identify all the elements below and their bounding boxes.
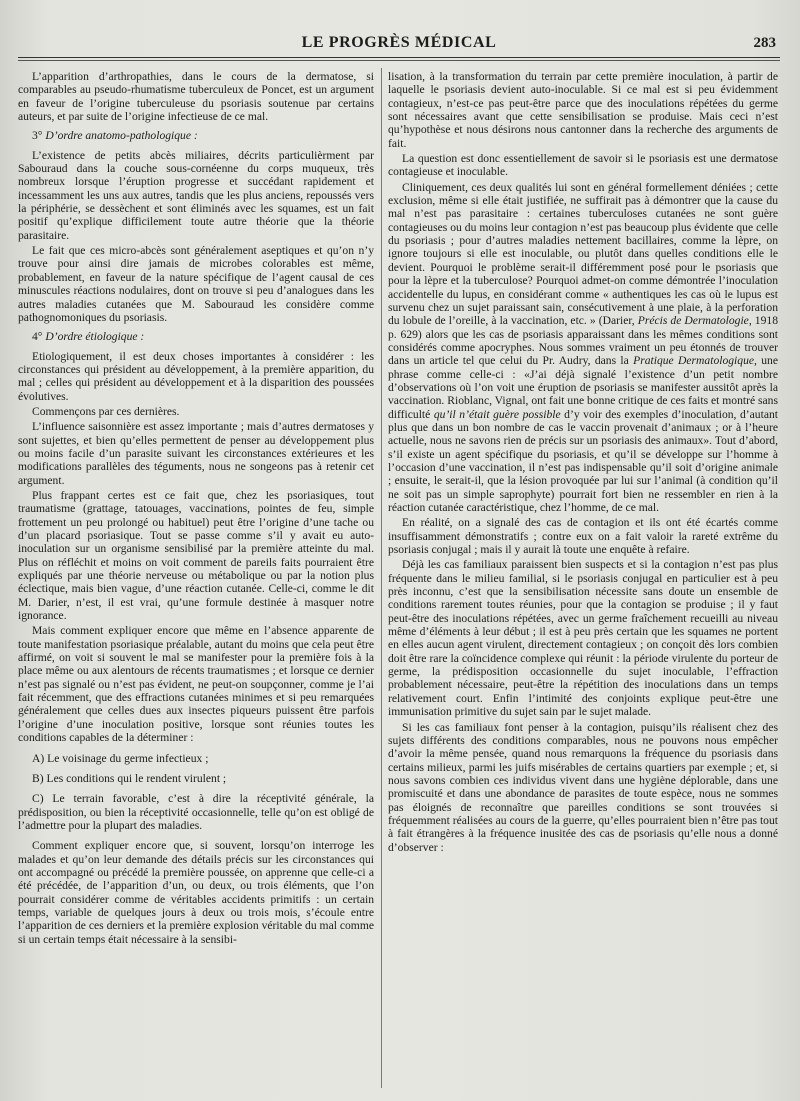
column-separator <box>381 68 382 1088</box>
list-item: B) Les conditions qui le rendent virulent ; <box>32 771 227 785</box>
paragraph: La question est donc essentiellement de savoir si le psoriasis est une dermatose contagieuse et inoculable. <box>388 152 778 179</box>
running-header <box>18 34 780 56</box>
emphasis: qu’il n’était guère possible <box>433 407 561 421</box>
paragraph: L’apparition d’arthropathies, dans le cours de la dermatose, si comparables au pseudo-rhumatisme tuberculeux de Poncet, est un argument en faveur de l’origine tuberculeuse du psoriasis soutenue par certains auteurs, et par suite de l’origine infectieuse de ce mal. <box>18 70 374 124</box>
page-number: 283 <box>753 35 776 51</box>
section-heading: 4° D’ordre étiologique : <box>32 330 145 344</box>
paragraph: Déjà les cas familiaux paraissent bien suspects et si la contagion n’est pas plus fréquente dans le milieu familial, si le psoriasis conjugal en particulier est à peu près inconnu, c’est que la sensibilisation nécessite sans doute un ensemble de conditions rarement toutes réunies, pour que la contagion se produise ; il y faut peut-être des inoculations répétées, avec un germe fraîchement recueilli au niveau même d’éléments à leur début ; il est à peu près certain que les squames ne portent en elles aucun agent virulent, directement contagieux ; on conçoit dès lors combien doit être rare la coïncidence complexe qui réunit : la période virulente du porteur de germe, la prédisposition occasionnelle du sujet inoculable, l’effraction probablement nécessaire, peut-être la répétition des inoculations dans un temps relativement court. Enfin l’intimité des conjoints explique peut-être une immunisation primitive du sujet sain par le sujet malade. <box>388 558 778 719</box>
header-rule-thin <box>18 60 780 61</box>
paragraph: Le fait que ces micro-abcès sont généralement aseptiques et qu’on n’y trouve pour ainsi dire jamais de microbes colorables est même, probablement, en faveur de la nature spécifique de l’agent causal de ces minuscules réactions nodulaires, dont on trouve si peu d’analogues dans les autres maladies cutanées que M. Sabouraud les considère comme pathognomoniques du psoriasis. <box>18 244 374 324</box>
paragraph: Plus frappant certes est ce fait que, chez les psoriasiques, tout traumatisme (grattage, tatouages, vaccinations, pointes de feu, simple frottement un peu prolongé ou habituel) peut être l’origine d’une tache ou d’un placard psoriasique. Tout se passe comme s’il y avait eu auto-inoculation sur un organisme sensibilisé par la première atteinte du mal. Plus on réfléchit et moins on voit comment de pareils faits pourraient être expliqués par une théorie nerveuse ou métabolique ou par la notion plus éclectique, mais bien vague, d’une réaction cutanée. Celle-ci, comme le dit M. Darier, n’est, il est vrai, qu’une formule destinée à masquer notre ignorance. <box>18 488 374 623</box>
paragraph: En réalité, on a signalé des cas de contagion et ils ont été écartés comme insuffisamment démonstratifs ; contre eux on a fait valoir la rareté extrême du psoriasis conjugal ; mais il y aurait là toute une enquête à refaire. <box>388 516 778 557</box>
journal-title: LE PROGRÈS MÉDICAL <box>301 34 497 51</box>
paragraph: Comment expliquer encore que, si souvent, lorsqu’on interroge les malades et qu’on leur demande des détails précis sur les circonstances qui ont accompagné ou précédé la première poussée, on apprenne que celle-ci a été précédée, de l’apparition d’un, ou deux, ou trois éléments, que l’on pourrait considérer comme de véritables accidents primitifs : un certain temps, variable de quelques jours à deux ou trois mois, s’écoule entre l’apparition de ces derniers et la première explosion véritable du mal comme si un certain temps était nécessaire à la sensibi- <box>18 839 374 946</box>
header-rule <box>18 57 780 58</box>
paragraph: Commençons par ces dernières. <box>32 404 180 418</box>
book-title: Pratique Dermatologique <box>633 354 755 368</box>
paragraph: Mais comment expliquer encore que même en l’absence apparente de toute manifestation psoriasique préalable, autant du moins que cela peut être affirmé, on voit si souvent le mal se manifester pour la première fois à la place même ou aux alentours de récents traumatismes ; et lorsque ce dernier n’est pas signalé ou n’est pas évident, ne peut-on soupçonner, comme je l’ai fait récemment, que des effractions cutanées minimes et si peu remarquées généralement que celles dues aux insectes piqueurs puissent être parfois l’origine d’une inoculation positive, lorsque sont réunies toutes les conditions capables de la déterminer : <box>18 624 374 745</box>
book-title: Précis de Dermatologie <box>637 314 749 328</box>
list-item: C) Le terrain favorable, c’est à dire la réceptivité générale, la prédisposition, ou bien la réceptivité occasionnelle, telle qu’on est obligé de l’admettre pour la plupart des maladies. <box>18 792 374 832</box>
section-heading: 3° D’ordre anatomo-pathologique : <box>32 129 198 143</box>
paragraph: Si les cas familiaux font penser à la contagion, puisqu’ils réalisent chez des sujets différents des conditions comparables, nous ne pouvons nous empêcher d’avoir la même pensée, quand nous remarquons la fréquence du psoriasis dans certains milieux, parmi les juifs misérables de certains quartiers par exemple ; et, si nous savons combien ces individus vivent dans une hygiène déplorable, dans une promiscuité et dans une abondance de parasites de toute espèce, nous ne sommes pas éloignés de reconnaître que pareilles conditions se sont trouvées si fréquemment réalisées au cours de la guerre, qu’elles pourraient bien n’être pas tout à fait étrangères à la fréquence inusitée des cas de psoriasis qu’elle nous a donné d’observer : <box>388 720 778 854</box>
paragraph: lisation, à la transformation du terrain par cette première inoculation, à partir de laquelle le psoriasis devient auto-inoculable. Si ce mal est si peu évidemment contagieux, n’est-ce pas peut-être parce que des inoculations répétées du germe sont nécessaires avant que cette sensibilisation se produise. Mais ceci n’est qu’hypothèse et nous désirons nous cantonner dans la recherche des arguments de fait. <box>388 70 778 150</box>
right-column <box>388 70 778 1080</box>
paragraph: L’influence saisonnière est assez importante ; mais d’autres dermatoses y sont sujettes, et bien qu’elles permettent de penser au développement plus ou moins facile d’un parasite suivant les circonstances extérieures et les modifications parallèles des téguments, nous ne songeons pas à retenir cet argument. <box>18 420 374 487</box>
list-item: A) Le voisinage du germe infectieux ; <box>32 751 209 765</box>
left-column <box>18 70 374 1080</box>
paragraph: Etiologiquement, il est deux choses importantes à considérer : les circonstances qui président au développement, à la première apparition, du mal ; celles qui président au développement et à la disparition des poussées évolutives. <box>18 349 374 403</box>
paragraph: L’existence de petits abcès miliaires, décrits particulièrment par Sabouraud dans la couche sous-cornéenne du corps muqueux, très nombreux lorsque l’éruption progresse et succédant rapidement et incessamment les uns aux autres, tandis que les plus anciens, repoussés vers la périphérie, se dessèchent et sont éliminés avec les squames, est un fait positif qu’explique difficilement toute autre théorie que la théorie parasitaire. <box>18 148 374 242</box>
paragraph: Cliniquement, ces deux qualités lui sont en général formellement déniées ; cette exclusion, même si elle était justifiée, ne suffirait pas à démontrer que la cause du mal n’est pas parasitaire : certaines tuberculoses cutanées ne sont guère contagieuses ou du moins leur contagion n’est pas beaucoup plus évidente que celle du psoriasis ; pour d’autres maladies nettement bacillaires, comme la lèpre, on ignore toujours si elle est inoculable, ou plutôt dans quelles conditions elle le devient. Pourquoi le problème serait-il différemment posé pour le psoriasis que pour la lèpre et la tuberculose? Pourquoi admet-on comme démontrée l’inoculation accidentelle du lupus, en considérant comme « authentiques les cas où le lupus est survenu chez un sujet paraissant sain, consécutivement à une plaie, à la perforation du lobule de l’oreille, à la vaccination, etc. » (Darier, Précis de Dermatologie, 1918 p. 629) alors que les cas de psoriasis apparaissant dans les mêmes conditions sont considérés comme apocryphes. Nous sommes vraiment un peu étonnés de trouver dans un article tel que celui du Pr. Audry, dans la Pratique Dermatologique, une phrase comme celle-ci : «J’ai déjà signalé l’existence d’un petit nombre d’observations où l’on voit une éruption de psoriasis se manifester aussitôt après la vaccination. Rioblanc, Vignal, ont fait une bonne critique de ces faits et montré sans difficulté qu’il n’était guère possible d’y voir des exemples d’inoculation, d’autant plus que dans un bon nombre de cas le vaccin provenait d’animaux ; or à l’heure actuelle, nous ne savons rien de précis sur un psoriasis des animaux». Tout d’abord, s’il existe un agent spécifique du psoriasis, et qu’il se développe sur l’homme à l’occasion d’une vaccination, il n’est pas indispensable qu’il soit d’origine animale ; ensuite, le serait-il, que la lésion provoquée par lui sur l’animal (à condition qu’il ne soit pas un simple saprophyte) pourrait fort bien ne ressembler en rien à la réaction cutanée caractéristique, chez l’homme, de ce mal. <box>388 180 778 514</box>
